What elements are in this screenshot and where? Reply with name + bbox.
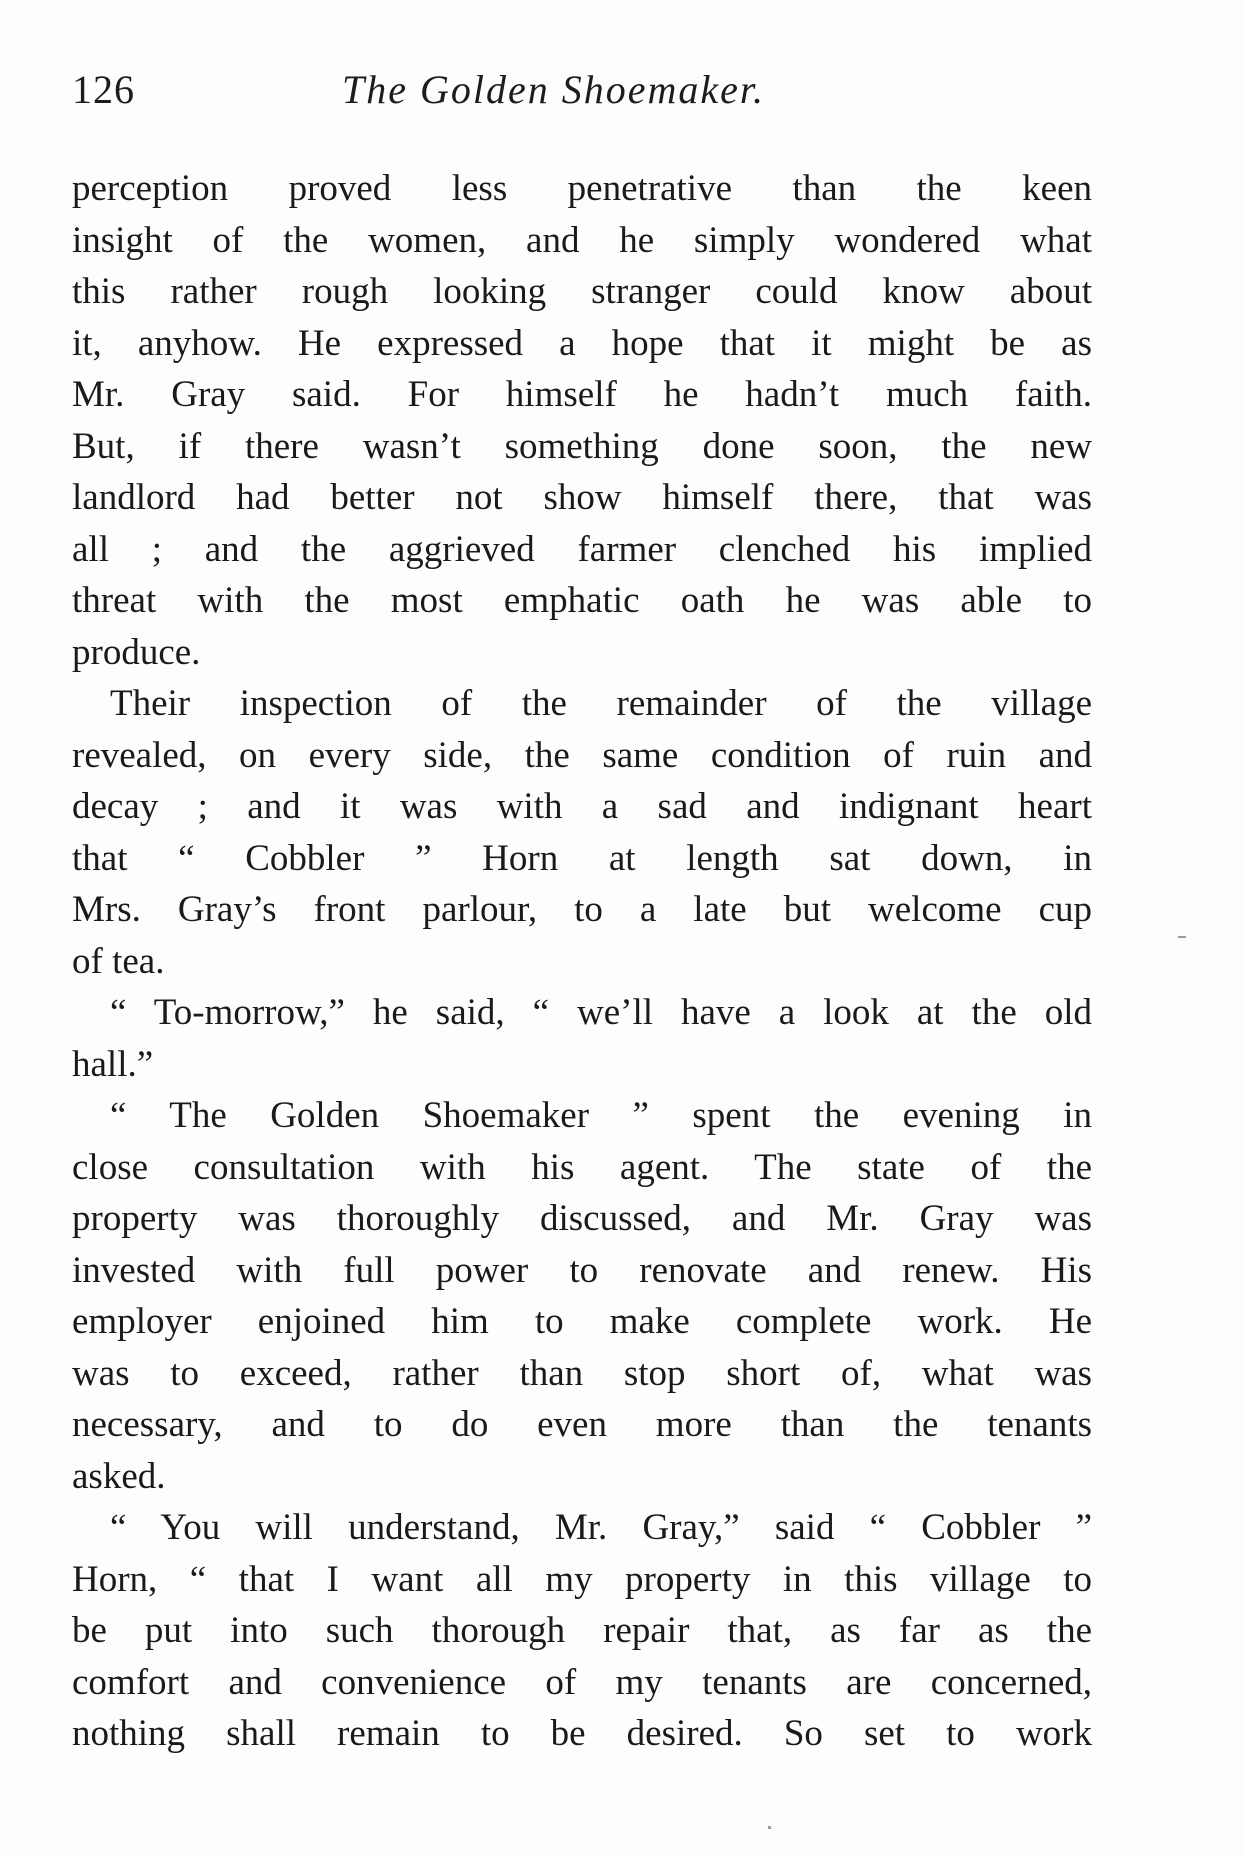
text-line: all ; and the aggrieved farmer clenched his implied [72, 528, 1092, 570]
text-line: threat with the most emphatic oath he was able to [72, 580, 1092, 621]
running-title: The Golden Shoemaker. [342, 67, 766, 112]
text-line: revealed, on every side, the same condition of ruin and [72, 734, 1092, 776]
text-line: asked. [72, 1455, 166, 1497]
text-line: be put into such thorough repair that, as far as the [72, 1610, 1092, 1651]
text-line: employer enjoined him to make complete work. He [72, 1301, 1092, 1342]
text-line: Horn, “ that I want all my property in this village to [72, 1558, 1092, 1600]
text-line: invested with full power to renovate and renew. His [72, 1249, 1092, 1291]
text-line: that “ Cobbler ” Horn at length sat down, in [72, 837, 1092, 879]
text-line: Mr. Gray said. For himself he hadn’t much faith. [72, 374, 1092, 415]
paragraph-1 [72, 163, 1092, 678]
text-line: necessary, and to do even more than the tenants [72, 1404, 1092, 1445]
text-line: was to exceed, rather than stop short of, what was [72, 1352, 1092, 1394]
text-line: of tea. [72, 940, 165, 982]
text-line: close consultation with his agent. The state of the [72, 1146, 1092, 1188]
paragraph-3 [72, 987, 1092, 1090]
text-line: comfort and convenience of my tenants are concerned, [72, 1661, 1092, 1703]
text-line: Their inspection of the remainder of the village [110, 683, 1092, 724]
paragraph-5 [72, 1502, 1092, 1760]
text-line: But, if there wasn’t something done soon, the new [72, 425, 1092, 467]
text-line: landlord had better not show himself there, that was [72, 477, 1092, 518]
text-line: property was thoroughly discussed, and Mr. Gray was [72, 1198, 1092, 1239]
text-line: “ To-morrow,” he said, “ we’ll have a look at the old [110, 992, 1092, 1033]
text-line: it, anyhow. He expressed a hope that it might be as [72, 322, 1092, 364]
page-number: 126 [72, 67, 135, 112]
text-line: “ You will understand, Mr. Gray,” said “ Cobbler ” [110, 1507, 1092, 1548]
text-line: perception proved less penetrative than the keen [72, 168, 1092, 209]
running-header [72, 66, 1092, 126]
paragraph-4 [72, 1090, 1092, 1502]
text-line: decay ; and it was with a sad and indignant heart [72, 786, 1092, 827]
text-line: nothing shall remain to be desired. So set to work [72, 1713, 1092, 1754]
text-line: hall.” [72, 1043, 154, 1085]
scan-speck [1178, 936, 1186, 938]
text-line: this rather rough looking stranger could know about [72, 271, 1092, 312]
body-text [72, 163, 1092, 1760]
text-line: produce. [72, 631, 201, 673]
scan-speck [768, 1826, 771, 1829]
text-line: “ The Golden Shoemaker ” spent the evening in [110, 1095, 1092, 1136]
text-line: insight of the women, and he simply wondered what [72, 219, 1092, 261]
text-line: Mrs. Gray’s front parlour, to a late but welcome cup [72, 889, 1092, 930]
paragraph-2 [72, 678, 1092, 987]
